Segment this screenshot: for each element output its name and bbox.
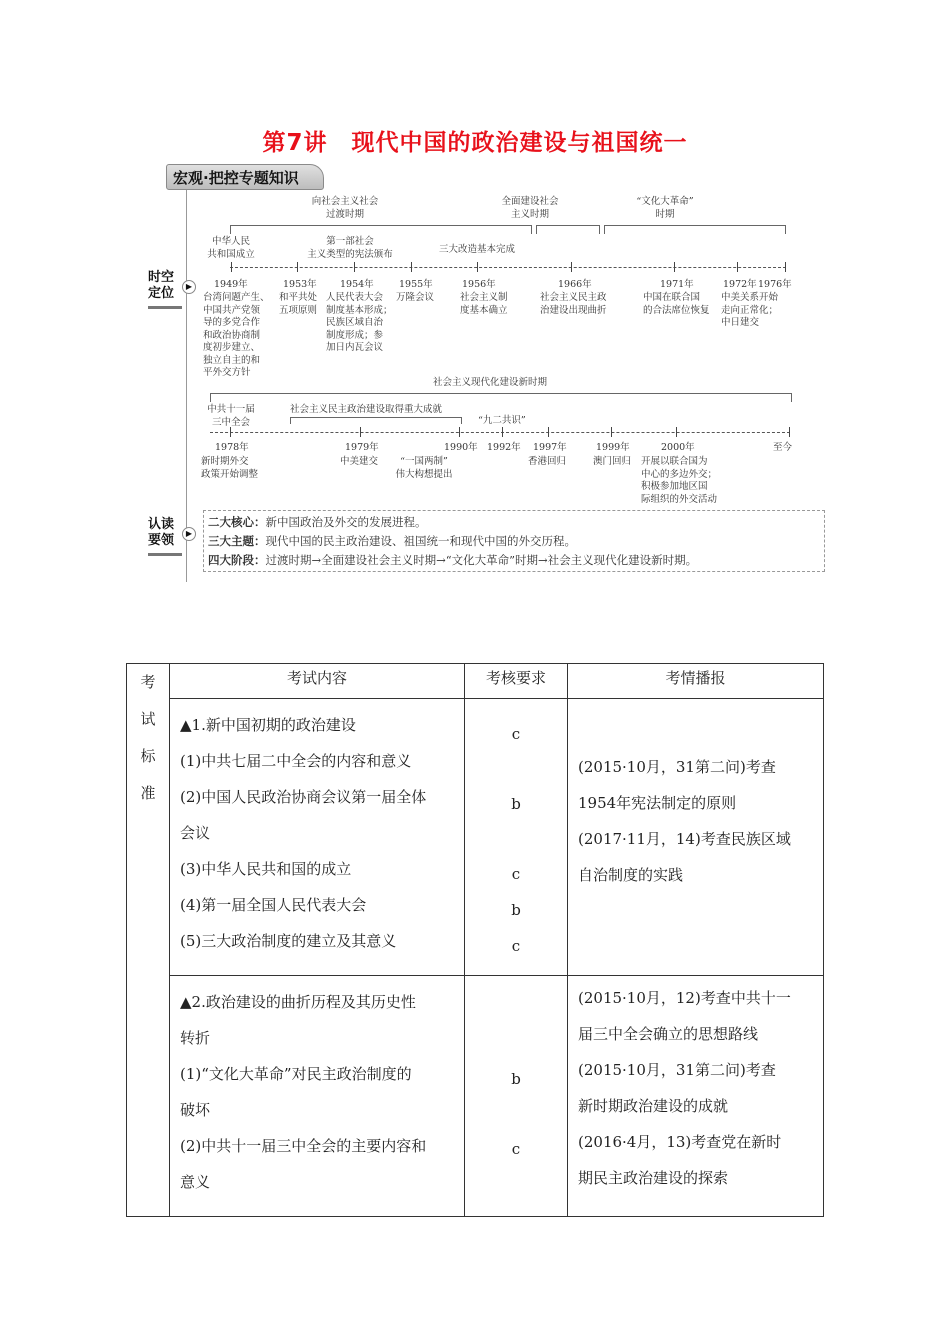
year-label: 1990年 xyxy=(444,442,478,453)
year-label: 1956年 xyxy=(462,279,496,290)
content-line: (3)中华人民共和国的成立 xyxy=(180,860,352,878)
timeline-axis xyxy=(210,432,790,433)
year-label: 2000年 xyxy=(661,442,695,453)
timeline-side-label xyxy=(148,270,193,302)
info-cell xyxy=(568,976,824,1217)
year-label: 1955年 xyxy=(399,279,433,290)
content-line: ▲1.新中国初期的政治建设 xyxy=(180,716,356,734)
info-line: (2015·10月，12)考查中共十一 xyxy=(578,989,791,1007)
year-label: 1949年 xyxy=(214,279,248,290)
side-char: 试 xyxy=(140,710,156,728)
side-header xyxy=(127,664,170,1217)
event-below: 中美关系开始 走向正常化； 中日建交 xyxy=(721,292,779,328)
period-bracket xyxy=(604,225,786,234)
requirement-value: c xyxy=(511,725,521,743)
content-line: (1)“文化大革命”对民主政治制度的 xyxy=(180,1065,412,1083)
requirement-value: c xyxy=(511,937,521,955)
period-bracket xyxy=(230,225,532,234)
event-below: 澳门回归 xyxy=(593,456,632,467)
content-line: (5)三大政治制度的建立及其意义 xyxy=(180,932,397,950)
event-below: 中美建交 xyxy=(340,456,379,467)
summary-text: 新中国政治及外交的发展进程。 xyxy=(265,515,427,529)
event-below: 和平共处 五项原则 xyxy=(279,292,318,316)
requirement-value: b xyxy=(511,795,521,813)
content-line: (4)第一届全国人民代表大会 xyxy=(180,896,367,914)
period-label: 社会主义现代化建设新时期 xyxy=(432,377,547,388)
summary-label: 二大核心： xyxy=(208,515,266,529)
year-label: 1999年 xyxy=(596,442,630,453)
event-below: 新时期外交 政策开始调整 xyxy=(201,456,259,480)
year-tick xyxy=(737,262,738,272)
year-label: 至今 xyxy=(773,442,793,453)
event-above: “九二共识” xyxy=(478,415,526,426)
event-above: 第一部社会 主义类型的宪法颁布 xyxy=(307,236,393,260)
arrow-right-icon: ▶ xyxy=(182,527,196,541)
year-label: 1972年 xyxy=(723,279,757,290)
year-tick xyxy=(785,262,786,272)
event-below: 社会主义制 度基本确立 xyxy=(460,292,508,316)
info-line: 届三中全会确立的思想路线 xyxy=(578,1025,759,1043)
content-line: (1)中共七届二中全会的内容和意义 xyxy=(180,752,412,770)
side-char: 标 xyxy=(140,747,156,765)
year-label: 1953年 xyxy=(283,279,317,290)
year-tick xyxy=(459,427,460,437)
year-tick xyxy=(297,262,298,272)
info-line: (2016·4月，13)考查党在新时 xyxy=(578,1133,782,1151)
requirement-value: c xyxy=(511,865,521,883)
period-label: 全面建设社会 主义时期 xyxy=(501,196,559,220)
side-char: 准 xyxy=(140,784,156,802)
table-header-row xyxy=(127,664,824,699)
column-header: 考核要求 xyxy=(465,664,568,699)
content-line: (2)中共十一届三中全会的主要内容和 xyxy=(180,1137,427,1155)
table-row xyxy=(127,976,824,1217)
reading-side-label xyxy=(148,517,193,549)
event-below: 人民代表大会 制度基本形成； 民族区域自治 制度形成；参 加日内瓦会议 xyxy=(326,292,393,353)
period-label: “文化大革命” 时期 xyxy=(636,196,694,220)
year-label: 1997年 xyxy=(533,442,567,453)
side-char: 考 xyxy=(140,673,156,691)
timeline-axis xyxy=(230,267,786,268)
content-line: 转折 xyxy=(180,1029,211,1047)
year-label: 1992年 xyxy=(487,442,521,453)
content-line: ▲2.政治建设的曲折历程及其历史性 xyxy=(180,993,416,1011)
content-line: 破坏 xyxy=(180,1101,211,1119)
year-label: 1954年 xyxy=(340,279,374,290)
event-above: 中共十一届 三中全会 xyxy=(207,404,255,428)
summary-line xyxy=(208,513,820,532)
info-line: 自治制度的实践 xyxy=(578,866,684,884)
timeline-side-label-text: 时空 定位 xyxy=(148,270,175,301)
event-below: 社会主义民主政 治建设出现曲折 xyxy=(540,292,607,316)
event-below: 中国在联合国 的合法席位恢复 xyxy=(643,292,710,316)
summary-line xyxy=(208,532,820,551)
year-label: 1966年 xyxy=(558,279,592,290)
period-bracket xyxy=(536,225,600,234)
requirement-value: b xyxy=(511,1070,521,1088)
year-tick xyxy=(502,427,503,437)
side-label-bar xyxy=(148,306,182,309)
page-title: 第7讲 现代中国的政治建设与祖国统一 xyxy=(262,130,688,156)
side-label-bar xyxy=(148,553,182,556)
year-tick xyxy=(360,427,361,437)
year-tick xyxy=(354,262,355,272)
info-line: (2017·11月，14)考查民族区域 xyxy=(578,830,791,848)
info-line: 新时期政治建设的成就 xyxy=(578,1097,729,1115)
info-line: 1954年宪法制定的原则 xyxy=(578,794,737,812)
exam-standards-table xyxy=(126,663,824,1217)
info-cell xyxy=(568,699,824,976)
event-below: 香港回归 xyxy=(528,456,567,467)
summary-line xyxy=(208,551,820,570)
content-line: 意义 xyxy=(180,1173,211,1191)
content-line: (2)中国人民政治协商会议第一届全体 xyxy=(180,788,427,806)
summary-label: 三大主题： xyxy=(208,534,266,548)
info-line: 期民主政治建设的探索 xyxy=(578,1169,729,1187)
column-header: 考情播报 xyxy=(568,664,824,699)
year-tick xyxy=(231,262,232,272)
column-header: 考试内容 xyxy=(170,664,465,699)
period-label: 向社会主义社会 过渡时期 xyxy=(311,196,379,220)
left-guide-line xyxy=(186,190,187,582)
arrow-right-icon: ▶ xyxy=(182,280,196,294)
summary-text: 现代中国的民主政治建设、祖国统一和现代中国的外交历程。 xyxy=(265,534,576,548)
year-tick xyxy=(611,427,612,437)
year-tick xyxy=(477,262,478,272)
event-below: “一国两制” 伟大构想提出 xyxy=(395,456,453,480)
year-tick xyxy=(571,262,572,272)
event-above: 社会主义民主政治建设取得重大成就 xyxy=(290,404,443,415)
content-line: 会议 xyxy=(180,824,211,842)
info-line: (2015·10月，31第二问)考查 xyxy=(578,1061,776,1079)
requirement-cell xyxy=(465,699,568,976)
info-line: (2015·10月，31第二问)考查 xyxy=(578,758,776,776)
year-tick xyxy=(674,262,675,272)
reading-side-label-text: 认读 要领 xyxy=(148,517,175,548)
year-tick xyxy=(789,427,790,437)
content-cell xyxy=(170,699,465,976)
table-row xyxy=(127,699,824,976)
year-label: 1971年 xyxy=(660,279,694,290)
year-label: 1978年 xyxy=(215,442,249,453)
section-banner: 宏观·把控专题知识 xyxy=(166,164,324,190)
achievement-bracket xyxy=(290,417,462,424)
year-label: 1976年 xyxy=(758,279,792,290)
event-below: 万隆会议 xyxy=(396,292,435,303)
requirement-value: c xyxy=(511,1140,521,1158)
summary-text: 过渡时期→全面建设社会主义时期→“文化大革命”时期→社会主义现代化建设新时期。 xyxy=(265,553,698,567)
event-below: 开展以联合国为 中心的多边外交； 积极参加地区国 际组织的外交活动 xyxy=(641,456,718,505)
summary-label: 四大阶段： xyxy=(208,553,266,567)
summary-box xyxy=(203,510,825,572)
event-above: 三大改造基本完成 xyxy=(438,244,515,255)
event-above: 中华人民 共和国成立 xyxy=(207,236,255,260)
year-tick xyxy=(411,262,412,272)
requirement-value: b xyxy=(511,901,521,919)
year-tick xyxy=(230,427,231,437)
content-cell xyxy=(170,976,465,1217)
period-bracket xyxy=(210,393,792,402)
requirement-cell xyxy=(465,976,568,1217)
year-tick xyxy=(676,427,677,437)
year-label: 1979年 xyxy=(345,442,379,453)
year-tick xyxy=(548,427,549,437)
event-below: 台湾问题产生、 中国共产党领 导的多党合作 和政治协商制 度初步建立、 独立自主的和 平外交方针 xyxy=(203,292,270,378)
